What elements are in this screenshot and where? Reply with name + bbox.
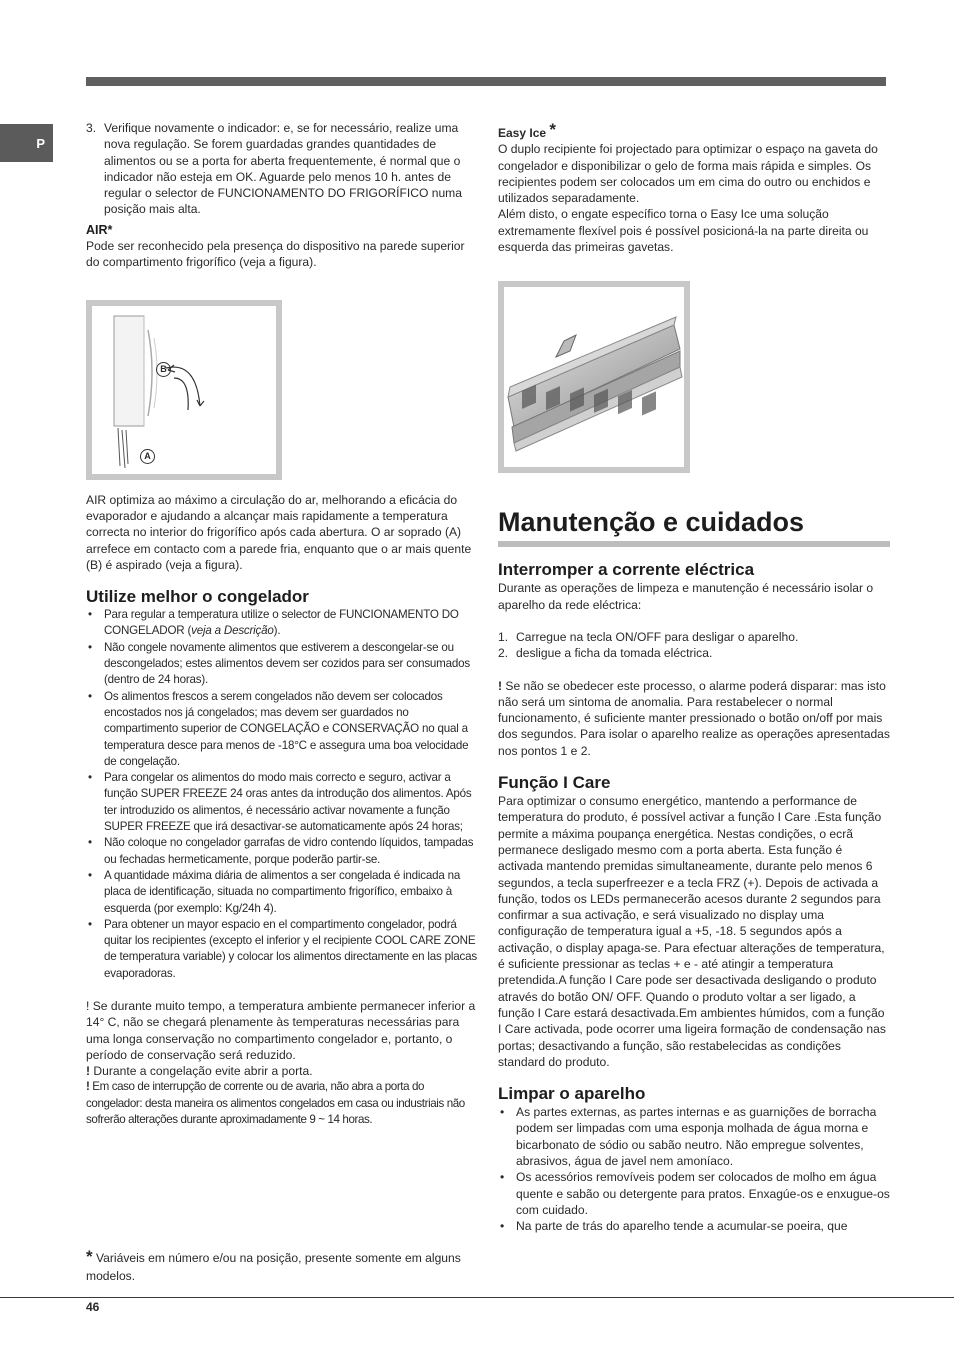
freezer-section-title: Utilize melhor o congelador: [86, 587, 309, 607]
label-a: A: [140, 449, 155, 464]
air-figure: [86, 300, 282, 480]
list-item: • Para obtener un mayor espacio en el compartimento congelador, podrá quitar los recipientes (excepto el inferior y el recipiente COOL CARE ZONE de temperatura variable) y colocar los alimentos directamente en las placas evaporadoras.: [86, 917, 478, 982]
list-item: • Para congelar os alimentos do modo mais correcto e seguro, activar a função SUPER FREEZE 24 oras antes da introdução dos alimentos. Após ter introduzido os alimentos, é necessário activar novamente a função SUPER FREEZE que irá desactivar-se automaticamente após 24 horas;: [86, 770, 478, 835]
list-item: • Os acessórios removíveis podem ser colocados de molho em água quente e sabão ou detergente para pratos. Enxagúe-os e enxugue-os com cuidado.: [498, 1169, 890, 1218]
alarm-note: ! Se não se obedecer este processo, o alarme poderá disparar: mas isto não será um sintoma de anomalia. Para restabelecer o normal funcionamento, é suficiente manter pressionado o botão on/off por mais dos segundos. Para isolar o aparelho realize as operações apresentadas nos pontos 1 e 2.: [498, 678, 890, 758]
left-column: [86, 120, 478, 1128]
step-number: 3.: [86, 121, 97, 135]
temperature-warning: ! Se durante muito tempo, a temperatura ambiente permanecer inferior a 14° C, não se chegará plenamente às temperaturas necessárias para uma longa conservação no compartimento congelador e, portanto, o período de conservação será reduzido.: [86, 998, 476, 1062]
door-warning: ! Durante a congelação evite abrir a porta.: [86, 1064, 313, 1079]
cleaning-list: [498, 1104, 890, 1234]
power-text: Durante as operações de limpeza e manutenção é necessário isolar o aparelho da rede eléctrica:: [498, 581, 874, 612]
step-text: Verifique novamente o indicador: e, se for necessário, realize uma nova regulação. Se forem guardadas grandes quantidades de alimentos ou se a porta for aberta frequentemente, é normal que o indicador não esteja em OK. Aguarde pelo menos 10 h. antes de regular o selector de FUNCIONAMENTO DO FRIGORÍFICO numa posição mais alta.: [104, 121, 462, 217]
list-item: • Para regular a temperatura utilize o selector de FUNCIONAMENTO DO CONGELADOR (veja a Descrição).: [86, 607, 478, 640]
list-item: • Não coloque no congelador garrafas de vidro contendo líquidos, tampadas ou fechadas hermeticamente, porque poderão partir-se.: [86, 835, 478, 868]
list-item: • Os alimentos frescos a serem congelados não devem ser colocados encostados nos já congelados; mas devem ser guardados no compartimento superior de CONGELAÇÃO e CONSERVAÇÃO no qual a temperatura desce para menos de -18°C e assegura uma boa velocidade de congelação.: [86, 689, 478, 770]
right-column: Easy Ice * O duplo recipiente foi projectado para optimizar o espaço na gaveta do congelador e disponibilizar o gelo de forma mais rápida e simples. Os recipientes podem ser colocados um em cima do outro ou enchidos e utilizados separadamente. Além disto, o engate específico torna o Easy Ice uma solução extremamente flexível pois é possível posicioná-la na parte direita ou esquerda das primeiras gavetas. Manutenção e cuidados Interromper a corrente eléctrica Durante as operações de limpeza e manutenção é necessário isolar o aparelho da rede eléctrica: 1. Carregue na tecla ON/OFF para desligar o aparelho. 2. desligue a ficha da tomada eléctrica. ! Se não se obedecer este processo, o alarme poderá disparar: mas isto não será um sintoma de anomalia. Para restabelecer o normal funcionamento, é suficiente manter pressionado o botão on/off por mais dos segundos. Para isolar o aparelho realize as operações apresentadas nos pontos 1 e 2. Função I Care Para optimizar o consumo energético, mantendo a performance de temperatura do produto, é possível activar a função I Care .Esta função permite a máxima poupança energética. Nestas condições, o ecrã permanece desligado mesmo com a porta aberta. Esta função é activada mantendo premidas simultaneamente, durante pelo menos 6 segundos, a tecla superfreezer e a tecla FRZ (+). Depois de activada a função, todos os LEDs permanecerão acesos durante 2 segundos para confirmar a sua activação, e será visualizado no display uma configuração de temperatura igual a +5, -18. 5 segundos após a activação, o display apaga-se. Para efectuar alterações de temperatura, é suficiente pressionar as teclas + e - até atingir a temperatura pretendida.A função I Care pode ser desactivada desligando o produto através do botão ON/ OFF. Quando o produto voltar a ser ligado, a função I Care estará desactivada.Em ambientes húmidos, com a função I Care activada, pode ocorrer uma ligeira formação de condensação nas portas; desactivando a função, são restabelecidas as condições standard do produto. Limpar o aparelho • As partes externas, as partes internas e as guarnições de borracha podem ser limpadas com uma esponja molhada de água morna e bicarbonato de sódio ou sabão neutro. Não empregue solventes, abrasivos, água de javel nem amoníaco. • Os acessórios removíveis podem ser colocados de molho em água quente e sabão ou detergente para pratos. Enxagúe-os e enxugue-os com cuidado. • Na parte de trás do aparelho tende a acumular-se poeira, que: [498, 120, 890, 1234]
freezer-tips-list: [86, 607, 478, 982]
list-item: • Não congele novamente alimentos que estiverem a descongelar-se ou descongelados; estes alimentos devem ser cozidos para ser consumados (dentro de 24 horas).: [86, 640, 478, 689]
power-failure-warning: ! Em caso de interrupção de corrente ou de avaria, não abra a porta do congelador: desta maneira os alimentos congelados em casa ou industriais não sofrerão alterações durante aproximadamente 9 ~ 14 horas.: [86, 1080, 465, 1127]
air-title: AIR*: [86, 222, 113, 237]
icare-section-title: Função I Care: [498, 773, 611, 793]
list-item: • A quantidade máxima diária de alimentos a ser congelada é indicada na placa de identificação, situada no compartimento frigorífico, embaixo à esquerda (por exemplo: Kg/24h 4).: [86, 868, 478, 917]
label-b: B: [156, 362, 171, 377]
section-title: Manutenção e cuidados: [498, 507, 805, 538]
air-description: AIR optimiza ao máximo a circulação do ar, melhorando a eficácia do evaporador e ajudando a alcançar mais rapidamente a temperatura correcta no interior do frigorífico após cada abertura. O ar soprado (A) arrefece em contacto com a parede fria, enquanto que o ar mais quente (B) é aspirado (veja a figura).: [86, 492, 472, 572]
language-tab: [0, 124, 53, 162]
footnote: * Variáveis em número e/ou na posição, presente somente em alguns modelos.: [86, 1247, 461, 1283]
language-code: P: [36, 135, 45, 151]
list-item: • As partes externas, as partes internas e as guarnições de borracha podem ser limpadas com uma esponja molhada de água morna e bicarbonato de sódio ou sabão neutro. Não empregue solventes, abrasivos, água de javel nem amoníaco.: [498, 1104, 890, 1169]
air-intro: Pode ser reconhecido pela presença do dispositivo na parede superior do compartimento frigorífico (veja a figura).: [86, 239, 465, 270]
easy-ice-title: Easy Ice: [498, 126, 547, 140]
page-number: 46: [86, 1300, 100, 1314]
power-step-1: 1. Carregue na tecla ON/OFF para desligar o aparelho.: [498, 629, 799, 644]
cleaning-section-title: Limpar o aparelho: [498, 1084, 646, 1104]
title-underline: [498, 541, 890, 547]
icare-text: Para optimizar o consumo energético, mantendo a performance de temperatura do produto, é possível activar a função I Care .Esta função permite a máxima poupança energética. Nestas condições, o ecrã permanece desligado mesmo com a porta aberta. Esta função é activada mantendo premidas simultaneamente, durante pelo menos 6 segundos, a tecla superfreezer e a tecla FRZ (+). Depois de activada a função, todos os LEDs permanecerão acesos durante 2 segundos para confirmar a sua activação, e será visualizado no display uma configuração de temperatura igual a +5, -18. 5 segundos após a activação, o display apaga-se. Para efectuar alterações de temperatura, é suficiente pressionar as teclas + e - até atingir a temperatura pretendida.A função I Care pode ser desactivada desligando o produto através do botão ON/ OFF. Quando o produto voltar a ser ligado, a função I Care estará desactivada.Em ambientes húmidos, com a função I Care activada, pode ocorrer uma ligeira formação de condensação nas portas; desactivando a função, são restabelecidas as condições standard do produto.: [498, 794, 886, 1069]
easy-ice-text: O duplo recipiente foi projectado para optimizar o espaço na gaveta do congelador e disponibilizar o gelo de forma mais rápida e simples. Os recipientes podem ser colocados um em cima do outro ou enchidos e utilizados separadamente.: [498, 142, 878, 206]
ice-tray-illustration: [504, 287, 684, 467]
power-step-2: 2. desligue a ficha da tomada eléctrica.: [498, 646, 713, 661]
list-item: • Na parte de trás do aparelho tende a acumular-se poeira, que: [498, 1218, 890, 1234]
power-section-title: Interromper a corrente eléctrica: [498, 560, 755, 580]
header-bar: [86, 77, 886, 86]
footer-rule: [0, 1297, 954, 1298]
easy-ice-figure: [498, 281, 690, 473]
step-3: [86, 120, 478, 218]
easy-ice-text-2: Além disto, o engate específico torna o Easy Ice uma solução extremamente flexível pois é possível posicioná-la na parte direita ou esquerda das primeiras gavetas.: [498, 207, 869, 255]
air-device-illustration: [92, 306, 276, 474]
